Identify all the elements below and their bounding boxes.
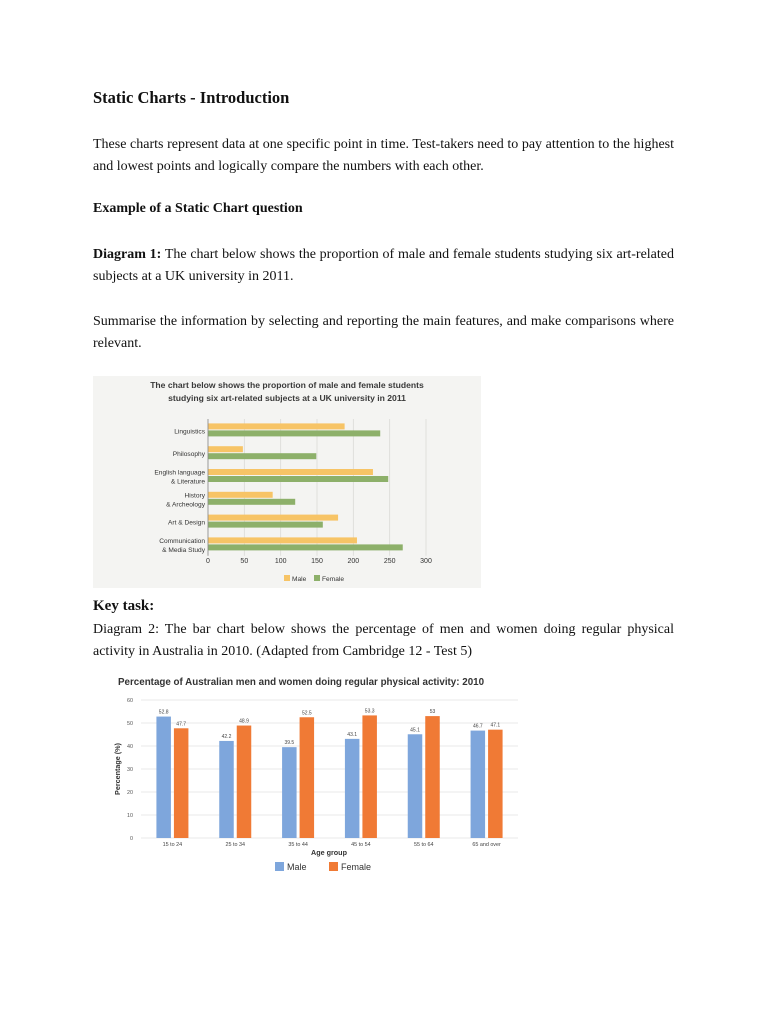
chart-2-data-label: 42.2 <box>221 733 232 740</box>
chart-2-title: Percentage of Australian men and women doing regular physical activity: 2010 <box>118 677 485 688</box>
chart-2-x-axis-label: Age group <box>311 848 347 857</box>
chart-1-legend-swatch <box>314 575 320 581</box>
chart-2-y-tick-label: 20 <box>127 790 133 796</box>
chart-2-y-tick-label: 60 <box>127 698 133 704</box>
chart-1-category-label: Communication <box>159 537 205 545</box>
page-title: Static Charts - Introduction <box>93 88 290 107</box>
chart-2-y-tick-label: 10 <box>127 813 133 819</box>
chart-2-data-label: 47.1 <box>490 722 501 729</box>
chart-1-bar-female <box>208 430 380 436</box>
chart-1 <box>93 376 481 588</box>
chart-2-bar-male <box>345 739 360 838</box>
instruction-paragraph: Summarise the information by selecting and reporting the main features, and make comparisons where relevant. <box>93 314 674 351</box>
chart-2-bar-female <box>425 716 440 838</box>
chart-1-bar-male <box>208 515 338 521</box>
chart-2-y-tick-label: 50 <box>127 721 133 727</box>
chart-2-data-label: 39.5 <box>284 740 295 747</box>
chart-1-category-label: Linguistics <box>174 428 205 436</box>
chart-2-x-tick-label: 25 to 34 <box>225 842 245 848</box>
example-heading: Example of a Static Chart question <box>93 201 303 216</box>
chart-2-x-tick-label: 65 and over <box>472 842 501 848</box>
chart-1-svg <box>93 376 481 588</box>
chart-2-data-label: 53.3 <box>364 708 375 715</box>
chart-1-category-label: History <box>184 492 205 500</box>
diagram2-paragraph: Diagram 2: The bar chart below shows the percentage of men and women doing regular physical activity in Australia in 2010. (Adapted from Cambridge 12 - Test 5) <box>93 622 674 659</box>
chart-2-x-tick-label: 55 to 64 <box>414 842 434 848</box>
chart-1-category-label: & Literature <box>170 478 205 486</box>
chart-1-legend-label: Male <box>292 576 307 583</box>
chart-2-bar-male <box>471 731 486 838</box>
chart-1-category-label: English language <box>154 469 205 477</box>
intro-paragraph: These charts represent data at one specific point in time. Test-takers need to pay attention to the highest and lowest points and logically compare the numbers with each other. <box>93 137 674 174</box>
chart-2-x-tick-label: 35 to 44 <box>288 842 308 848</box>
chart-1-bar-female <box>208 522 323 528</box>
chart-2-data-label: 46.7 <box>472 723 483 730</box>
chart-2-data-label: 43.1 <box>347 731 358 738</box>
chart-1-x-tick-label: 300 <box>420 558 432 565</box>
chart-1-bar-male <box>208 423 345 429</box>
chart-2-y-axis-label: Percentage (%) <box>113 743 122 795</box>
chart-1-title-line: The chart below shows the proportion of male and female students <box>150 380 424 390</box>
chart-1-title-line: studying six art-related subjects at a UK university in 2011 <box>168 393 406 403</box>
chart-2-legend-label: Female <box>341 862 372 872</box>
chart-1-bar-female <box>208 476 388 482</box>
chart-1-x-tick-label: 100 <box>274 558 287 565</box>
chart-2-bar-male <box>156 717 171 838</box>
chart-1-x-tick-label: 250 <box>383 558 396 565</box>
chart-1-x-tick-label: 150 <box>311 558 323 565</box>
chart-1-legend-swatch <box>284 575 290 581</box>
chart-2-data-label: 47.7 <box>176 721 187 728</box>
chart-2-bar-male <box>408 734 423 838</box>
chart-1-bar-female <box>208 544 403 550</box>
chart-2-y-tick-label: 0 <box>130 836 133 842</box>
chart-2-data-label: 45.1 <box>410 727 420 734</box>
chart-1-category-label: & Media Study <box>162 546 205 554</box>
chart-1-bar-female <box>208 453 316 459</box>
chart-2-bar-female <box>237 726 252 838</box>
chart-2-y-tick-label: 40 <box>127 744 133 750</box>
chart-2-x-tick-label: 45 to 54 <box>351 842 371 848</box>
chart-2-x-tick-label: 15 to 24 <box>162 842 183 848</box>
chart-1-bar-male <box>208 469 373 475</box>
chart-2-bar-male <box>282 747 297 838</box>
key-task-heading: Key task: <box>93 598 155 614</box>
chart-2 <box>93 665 520 875</box>
chart-1-bar-male <box>208 446 243 452</box>
chart-2-y-tick-label: 30 <box>127 767 133 773</box>
chart-2-legend-swatch <box>275 862 284 871</box>
chart-2-svg <box>93 665 520 875</box>
chart-2-bar-female <box>300 717 315 838</box>
chart-1-category-label: & Archeology <box>166 501 205 509</box>
chart-2-bar-female <box>362 715 377 838</box>
chart-1-bar-male <box>208 537 357 543</box>
chart-2-bar-female <box>488 730 503 838</box>
chart-2-data-label: 52.8 <box>158 709 169 716</box>
chart-1-bar-male <box>208 492 273 498</box>
chart-2-data-label: 52.5 <box>301 710 312 717</box>
diagram1-label: Diagram 1: <box>93 247 162 262</box>
chart-1-category-label: Philosophy <box>172 451 205 459</box>
chart-2-bar-male <box>219 741 234 838</box>
chart-1-x-tick-label: 50 <box>240 558 249 565</box>
chart-1-bar-female <box>208 499 295 505</box>
chart-2-legend-swatch <box>329 862 338 871</box>
chart-1-legend-label: Female <box>322 576 344 583</box>
chart-2-bar-female <box>174 728 189 838</box>
chart-1-x-tick-label: 0 <box>206 558 210 565</box>
chart-2-data-label: 48.9 <box>239 718 249 725</box>
chart-1-x-tick-label: 200 <box>347 558 360 565</box>
chart-1-category-label: Art & Design <box>167 519 205 527</box>
diagram1-paragraph <box>93 244 674 288</box>
chart-2-legend-label: Male <box>287 862 307 872</box>
diagram1-text: The chart below shows the proportion of male and female students studying six art-related subjects at a UK university in 2011. <box>93 247 674 284</box>
chart-2-data-label: 53 <box>429 709 436 716</box>
